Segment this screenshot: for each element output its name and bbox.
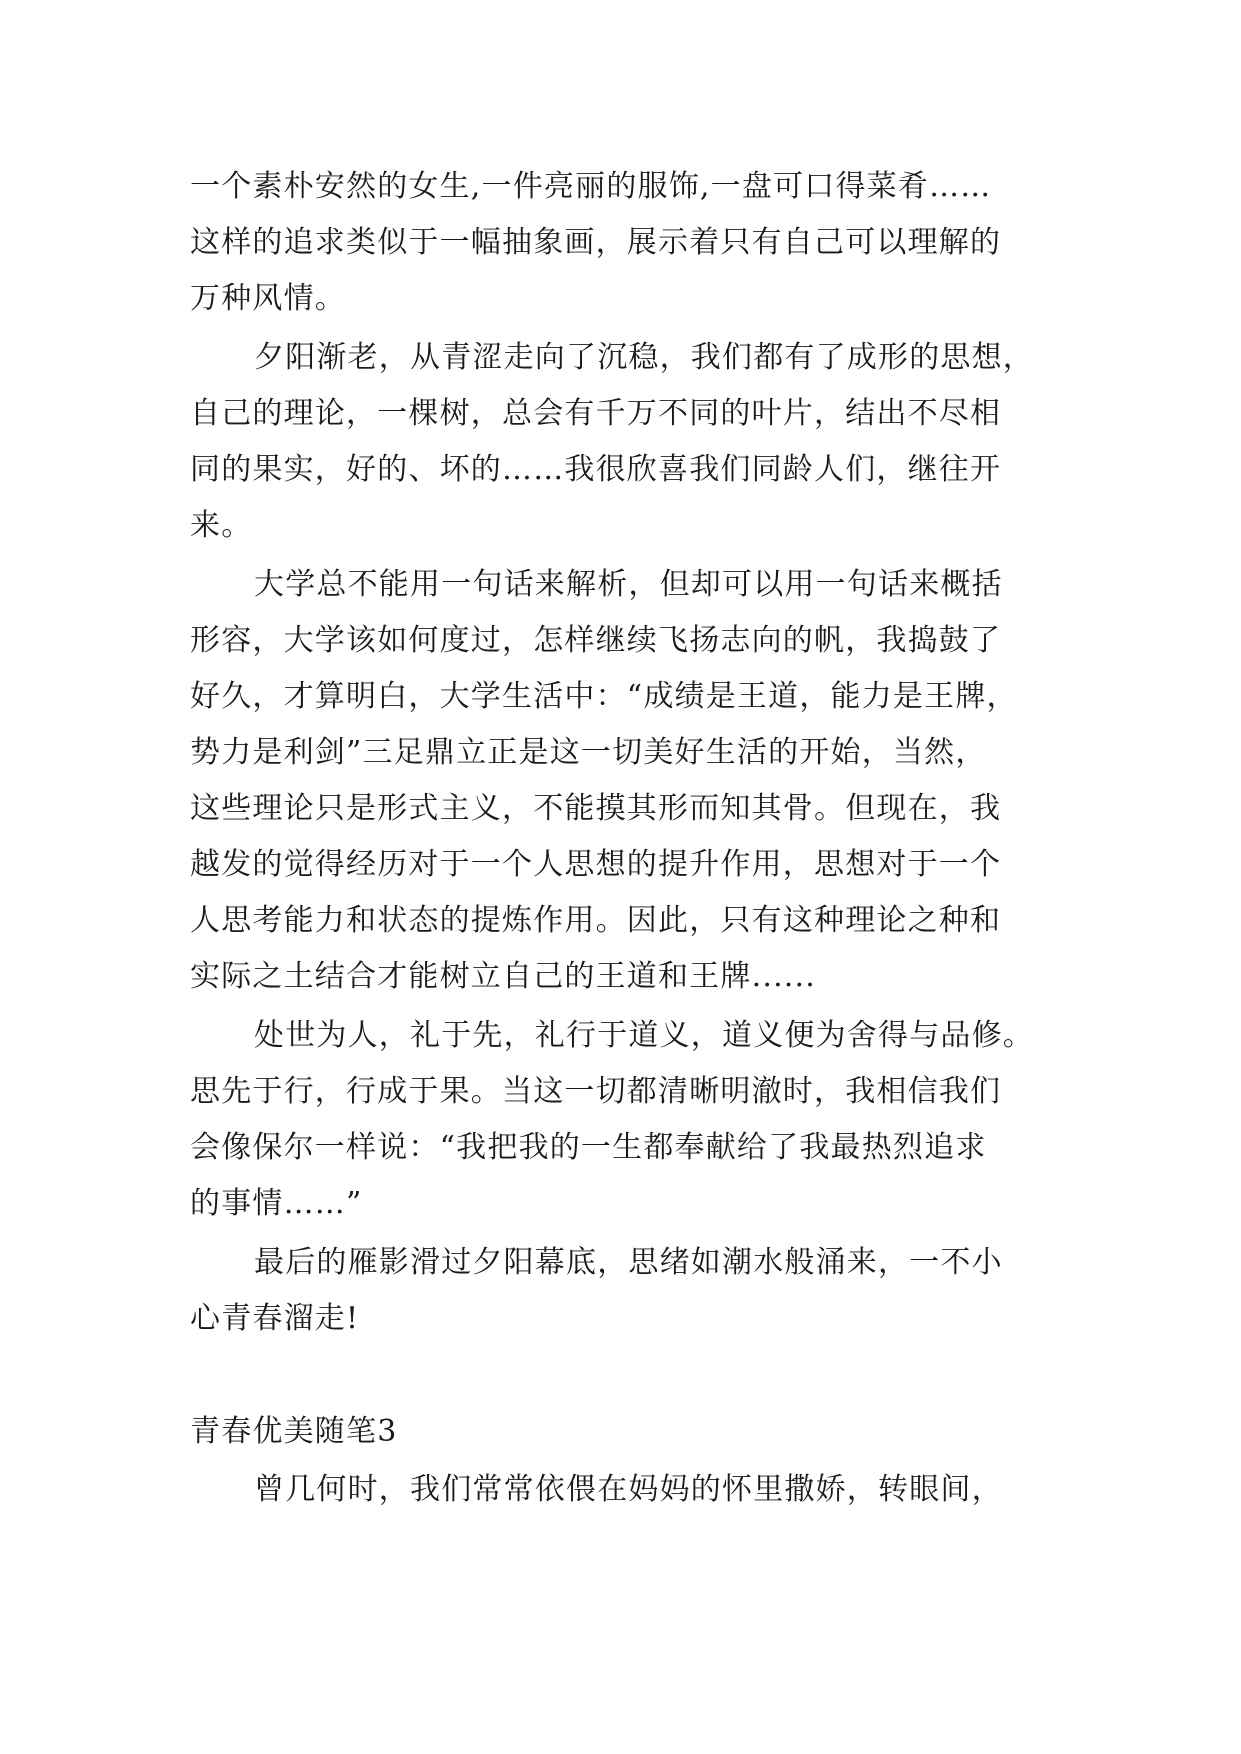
text-line: 会像保尔一样说：“我把我的一生都奉献给了我最热烈追求 — [190, 1130, 987, 1165]
paragraph-first-line: 夕阳渐老，从青涩走向了沉稳，我们都有了成形的思想， — [254, 340, 1034, 375]
text-line: 人思考能力和状态的提炼作用。因此，只有这种理论之种和 — [190, 903, 1002, 938]
paragraph-first-line: 大学总不能用一句话来解析，但却可以用一句话来概括 — [254, 567, 1003, 602]
text-line: 同的果实，好的、坏的……我很欣喜我们同龄人们，继往开 — [190, 452, 1002, 487]
text-line: 这些理论只是形式主义，不能摸其形而知其骨。但现在，我 — [190, 791, 1002, 826]
text-line: 一个素朴安然的女生,一件亮丽的服饰,一盘可口得菜肴…… — [190, 169, 992, 204]
paragraph-first-line: 处世为人，礼于先，礼行于道义，道义便为舍得与品修。 — [254, 1018, 1034, 1053]
text-line: 越发的觉得经历对于一个人思想的提升作用，思想对于一个 — [190, 847, 1002, 882]
text-line: 心青春溜走! — [190, 1301, 360, 1336]
text-line: 好久，才算明白，大学生活中：“成绩是王道，能力是王牌， — [190, 679, 1018, 714]
text-line: 的事情……” — [190, 1186, 363, 1221]
text-line: 形容，大学该如何度过，怎样继续飞扬志向的帆，我捣鼓了 — [190, 623, 1002, 658]
section-heading: 青春优美随笔3 — [190, 1414, 398, 1449]
text-line: 势力是利剑”三足鼎立正是这一切美好生活的开始，当然， — [190, 735, 987, 770]
paragraph-first-line: 最后的雁影滑过夕阳幕底，思绪如潮水般涌来，一不小 — [254, 1245, 1003, 1280]
text-line: 自己的理论，一棵树，总会有千万不同的叶片，结出不尽相 — [190, 396, 1002, 431]
text-line: 来。 — [190, 508, 253, 543]
text-line: 实际之土结合才能树立自己的王道和王牌...... — [190, 959, 817, 994]
paragraph-first-line: 曾几何时，我们常常依偎在妈妈的怀里撒娇，转眼间， — [254, 1472, 1003, 1507]
text-line: 这样的追求类似于一幅抽象画，展示着只有自己可以理解的 — [190, 225, 1002, 260]
text-line: 万种风情。 — [190, 281, 346, 316]
text-line: 思先于行，行成于果。当这一切都清晰明澈时，我相信我们 — [190, 1074, 1002, 1109]
